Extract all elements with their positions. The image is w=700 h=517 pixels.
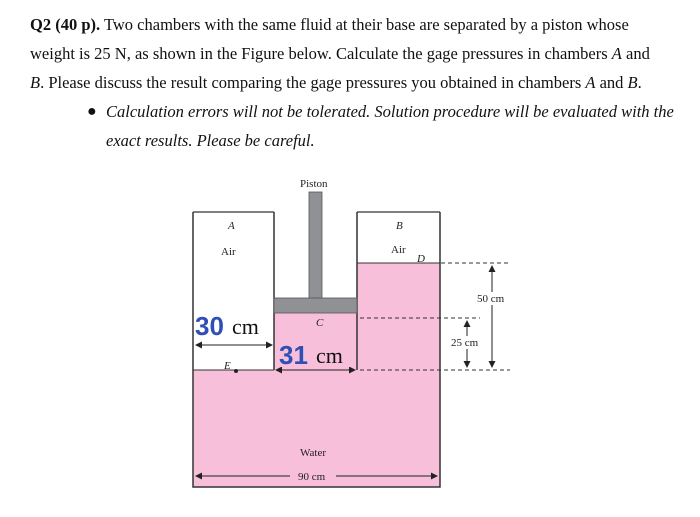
piston-label: Piston [300, 178, 328, 190]
water-body [193, 370, 440, 487]
dim-25-label: 25 cm [451, 337, 479, 349]
annot-30-number: 30 [195, 311, 224, 341]
piston-rod [309, 192, 322, 300]
question-line-3: B. Please discuss the result comparing the gage pressures you obtained in chambers A and B. [30, 73, 642, 92]
annot-31-number: 31 [279, 340, 308, 370]
bullet-icon: ● [87, 103, 97, 120]
water-label: Water [300, 447, 326, 459]
question-label: Q2 (40 p). [30, 15, 101, 34]
annot-30-unit: cm [232, 314, 259, 339]
chamber-a-label: A [228, 220, 235, 232]
point-d: D [417, 253, 425, 265]
question-line-1: Q2 (40 p). Two chambers with the same fluid at their base are separated by a piston whose [30, 15, 629, 34]
point-e-dot [234, 369, 238, 373]
chamber-b-label: B [396, 220, 403, 232]
annot-31-unit: cm [316, 343, 343, 368]
dim-50-label: 50 cm [477, 293, 505, 305]
width-dim-label: 90 cm [298, 471, 326, 483]
point-c: C [316, 317, 324, 329]
water-chamber-b [357, 263, 440, 370]
piston-head [274, 298, 357, 313]
question-line-2: weight is 25 N, as shown in the Figure below. Calculate the gage pressures in chambers A and [30, 44, 650, 63]
chamber-a-air: Air [221, 246, 236, 258]
careful-note: Calculation errors will not be tolerated. Solution procedure will be evaluated with the exact results. Please be careful. [106, 102, 674, 150]
point-e: E [224, 360, 231, 372]
chamber-b-air: Air [391, 244, 406, 256]
